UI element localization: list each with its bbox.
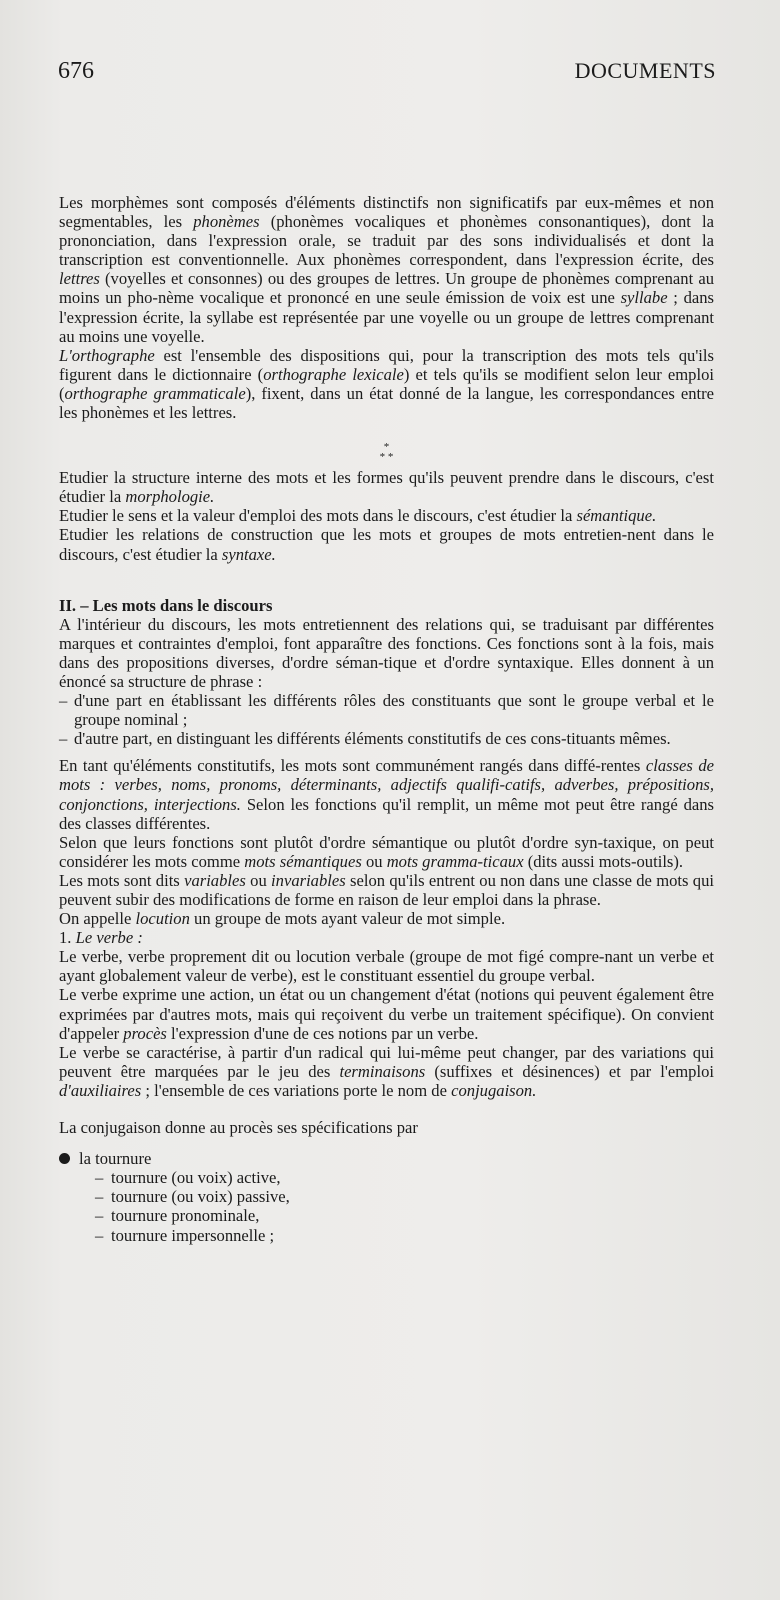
list-item: – d'une part en établissant les différents rôles des constituants que sont le groupe verbal et le groupe nominal ; (59, 691, 714, 729)
paragraph-relations: A l'intérieur du discours, les mots entretiennent des relations qui, se traduisant par différentes marques et contraintes d'emploi, font apparaître des fonctions. Ces fonctions sont à la fois, mais dans des propositions diverses, d'ordre séman-tique et d'ordre syntaxique. Elles donnent à un énoncé sa structure de phrase : (59, 614, 714, 691)
bullet-tournure (59, 1149, 714, 1244)
page-body (59, 193, 714, 1245)
paragraph-specifications: La conjugaison donne au procès ses spécifications par (59, 1118, 418, 1138)
paragraph-morphologie: Etudier la structure interne des mots et les formes qu'ils peuvent prendre dans le discours, c'est étudier la morphologie. (59, 468, 714, 507)
list-item: – tournure impersonnelle ; (95, 1226, 714, 1245)
paragraph-variables: Les mots sont dits variables ou invariables selon qu'ils entrent ou non dans une classe de mots qui peuvent subir des modifications de forme en raison de leur emploi dans la phrase. (59, 870, 714, 909)
list-item: – tournure (ou voix) passive, (95, 1187, 714, 1206)
bullet-label: la tournure (79, 1149, 152, 1169)
page-header (58, 58, 716, 88)
list-item: – tournure pronominale, (95, 1206, 714, 1225)
constituents-list (59, 691, 714, 748)
paragraph-verbe-definition: Le verbe, verbe proprement dit ou locution verbale (groupe de mot figé compre-nant un verbe et ayant globalement valeur de verbe), est le constituant essentiel du groupe verbal. (59, 947, 714, 986)
paragraph-syntaxe: Etudier les relations de construction que les mots et groupes de mots entretien-nent dans le discours, c'est étudier la syntaxe. (59, 525, 714, 564)
paragraph-locution: On appelle locution un groupe de mots ayant valeur de mot simple. (59, 909, 506, 929)
paragraph-orthographe: L'orthographe est l'ensemble des dispositions qui, pour la transcription des mots tels qu'ils figurent dans le dictionnaire (orthographe lexicale) et tels qu'ils se modifient selon leur emploi (orthographe grammaticale), fixent, dans un état donné de la langue, les correspondances entre les phonèmes et les lettres. (59, 345, 714, 423)
subsection-heading-verbe: 1. Le verbe : (59, 928, 143, 948)
running-head: DOCUMENTS (574, 58, 716, 83)
section-asterism: * * * (379, 441, 394, 464)
paragraph-classes: En tant qu'éléments constitutifs, les mots sont communément rangés dans diffé-rentes classes de mots : verbes, noms, pronoms, déterminants, adjectifs qualifi-catifs, adverbes, prépositions, conjonctions, interjections. Selon les fonctions qu'il remplit, un même mot peut être rangé dans des classes différentes. (59, 756, 714, 833)
tournure-list (79, 1168, 714, 1244)
paragraph-phonemes: Les morphèmes sont composés d'éléments distinctifs non significatifs par eux-mêmes et non segmentables, les phonèmes (phonèmes vocaliques et phonèmes consonantiques), dont la prononciation, dans l'expression orale, se traduit par des sons individualisés et dont la transcription est conventionnelle. Aux phonèmes correspondent, dans l'expression écrite, des lettres (voyelles et consonnes) ou des groupes de lettres. Un groupe de phonèmes comprenant au moins un pho-nème vocalique et prononcé en une seule émission de voix est une syllabe ; dans l'expression écrite, la syllabe est représentée par une voyelle ou un groupe de lettres comprenant au moins une voyelle. (59, 193, 714, 346)
list-item: – tournure (ou voix) active, (95, 1168, 714, 1187)
paragraph-semantique: Etudier le sens et la valeur d'emploi des mots dans le discours, c'est étudier la sémantique. (59, 506, 657, 526)
paragraph-proces: Le verbe exprime une action, un état ou un changement d'état (notions qui peuvent également être exprimées par d'autres mots, mais qui reçoivent du verbe un traitement spécifique). On convient d'appeler procès l'expression d'une de ces notions par un verbe. (59, 985, 714, 1043)
bullet-icon (59, 1153, 70, 1164)
list-item: – d'autre part, en distinguant les différents éléments constitutifs de ces cons-tituants mêmes. (59, 729, 714, 748)
page-number: 676 (58, 58, 94, 84)
paragraph-conjugaison: Le verbe se caractérise, à partir d'un radical qui lui-même peut changer, par des variations qui peuvent être marquées par le jeu des terminaisons (suffixes et désinences) et par l'emploi d'auxiliaires ; l'ensemble de ces variations porte le nom de conjugaison. (59, 1042, 714, 1100)
section-heading: II. – Les mots dans le discours (59, 595, 273, 615)
paragraph-semantic-words: Selon que leurs fonctions sont plutôt d'ordre sémantique ou plutôt d'ordre syn-taxique, on peut considérer les mots comme mots sémantiques ou mots gramma-ticaux (dits aussi mots-outils). (59, 832, 714, 871)
